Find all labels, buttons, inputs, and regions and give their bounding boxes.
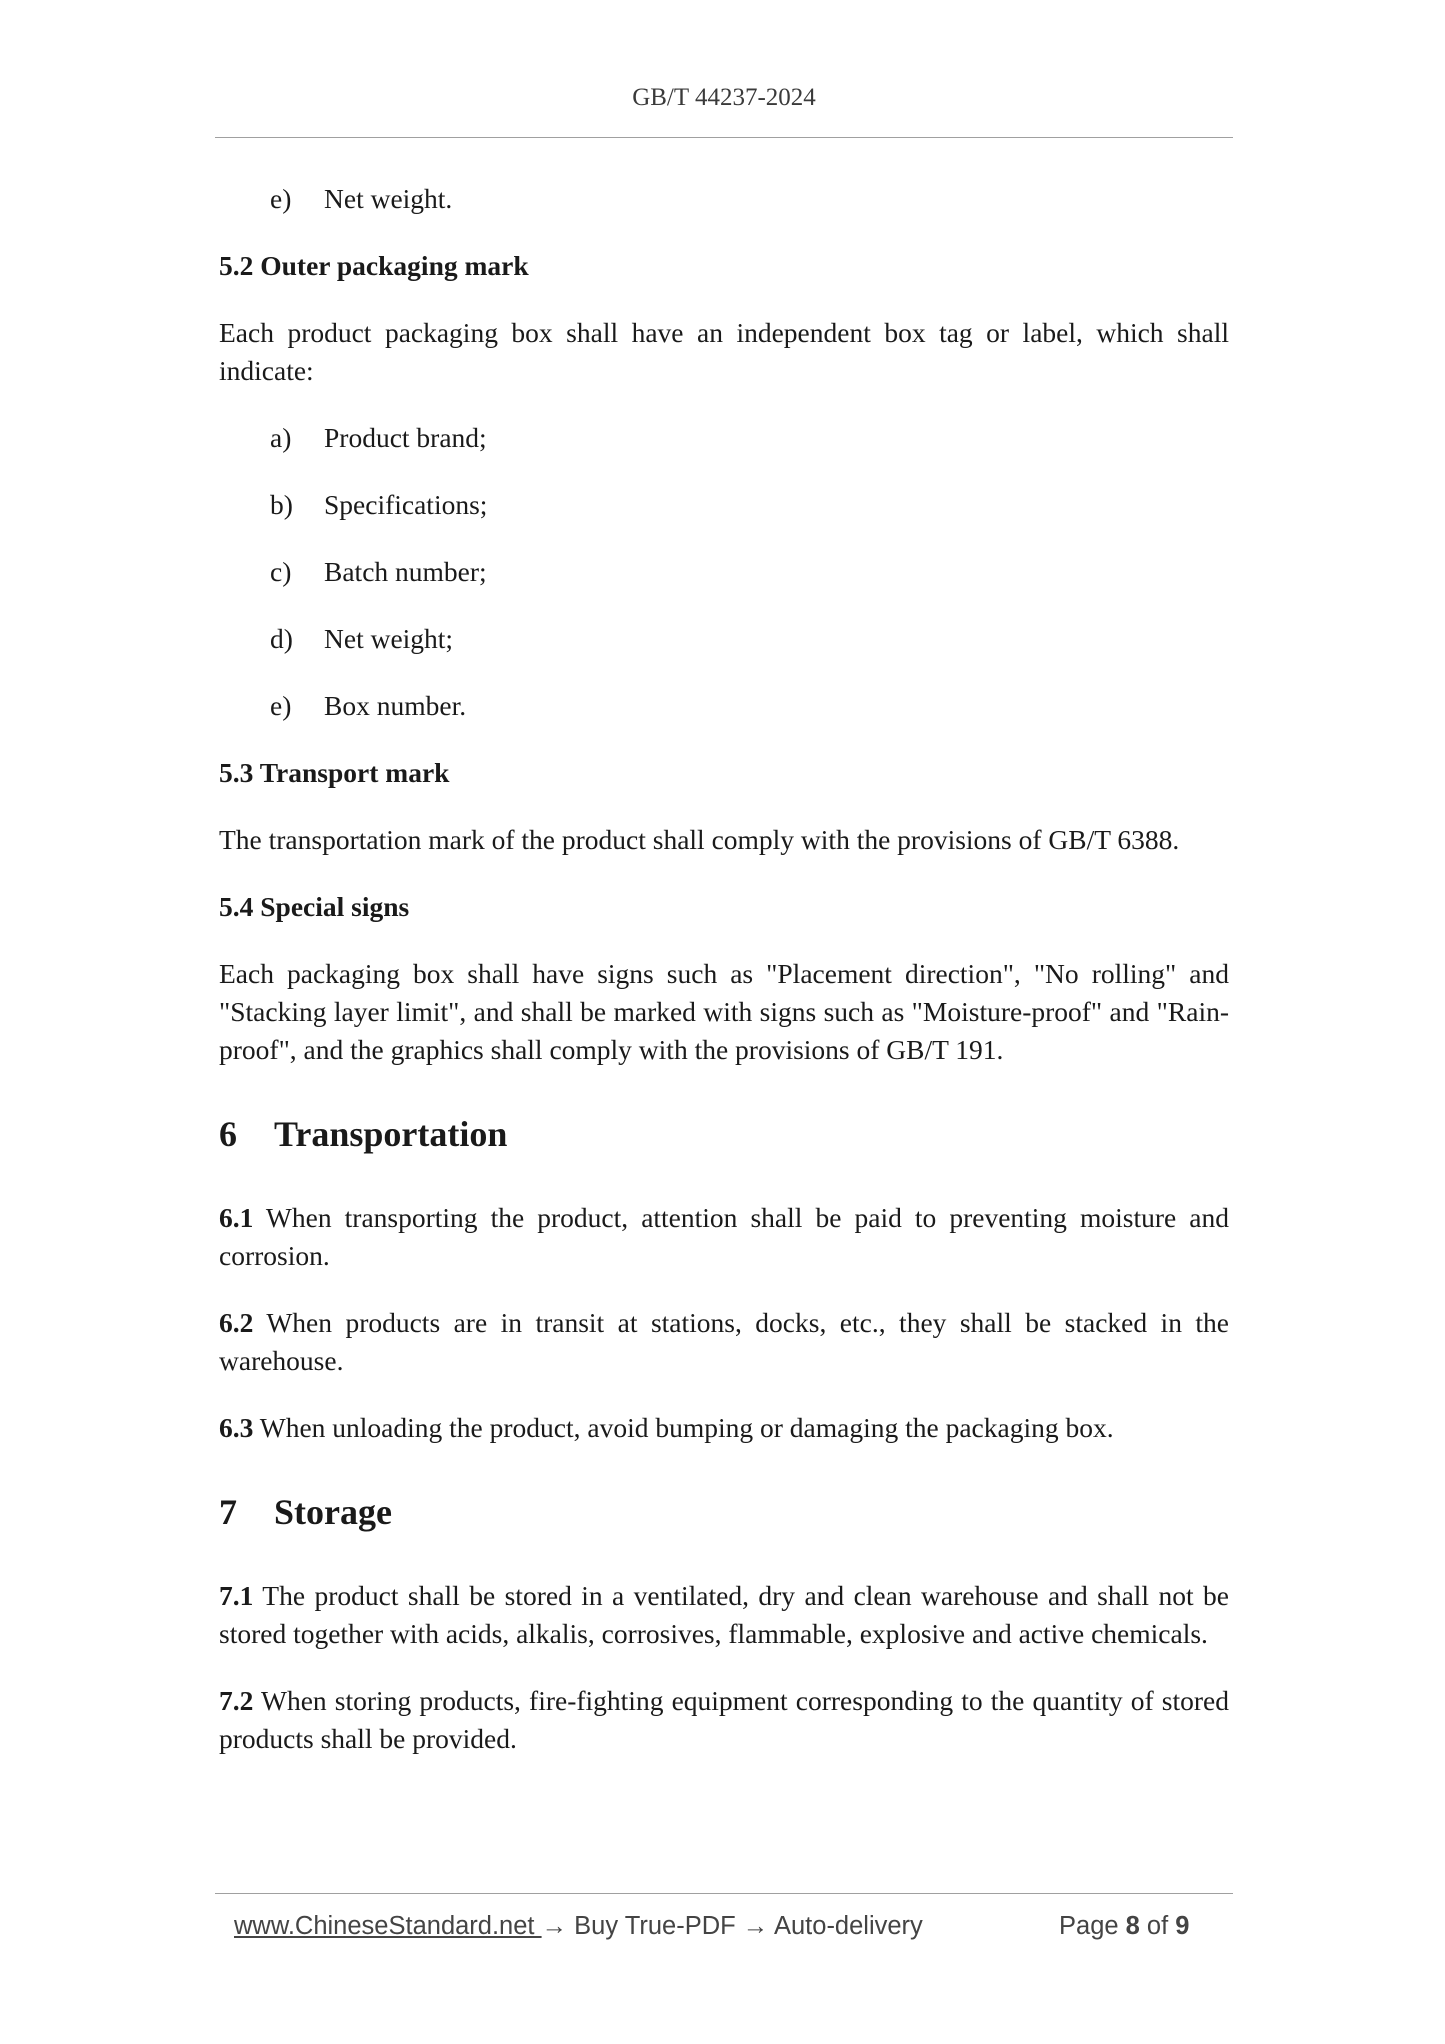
website-link[interactable]: www.ChineseStandard.net [234,1912,542,1940]
subsection-title-5-2: 5.2 Outer packaging mark [219,250,529,281]
section-number: 7 [219,1492,237,1532]
list-item-letter: a) [270,422,292,453]
page-body [219,180,1229,1758]
list-item [219,180,1229,218]
list-item-text: Product brand; [324,422,487,453]
clause-number: 7.1 [219,1580,254,1611]
clause-text: When unloading the product, avoid bumping or damaging the packaging box. [253,1412,1114,1443]
paragraph-5-4: Each packaging box shall have signs such as "Placement direction", "No rolling" and "Stacking layer limit", and shall be marked with signs such as "Moisture-proof" and "Rain-proof", and the graphics shall comply with the provisions of GB/T 191. [219,958,1229,1065]
document-header [215,84,1233,112]
list-item-letter: c) [270,556,292,587]
section-number: 6 [219,1114,237,1154]
list-item [219,687,1229,725]
footer-promo-text: → Buy True-PDF → Auto-delivery [541,1912,923,1940]
section-title: Storage [274,1492,392,1532]
list-item-text: Box number. [324,690,467,721]
section-heading-storage [219,1491,1229,1533]
list-item-letter: b) [270,489,293,520]
header-divider [215,137,1233,138]
clause-text: When transporting the product, attention shall be paid to preventing moisture and corrosion. [219,1202,1229,1271]
subsection-title-5-3: 5.3 Transport mark [219,757,450,788]
list-item [219,486,1229,524]
list-item-text: Specifications; [324,489,488,520]
clause-number: 6.2 [219,1307,254,1338]
list-item-letter: e) [270,690,292,721]
clause-number: 6.1 [219,1202,254,1233]
page-number: 8 [1125,1912,1140,1940]
clause-number: 7.2 [219,1685,254,1716]
paragraph-5-3: The transportation mark of the product shall comply with the provisions of GB/T 6388. [219,824,1180,855]
list-item-text: Batch number; [324,556,487,587]
list-item [219,553,1229,591]
list-item-text: Net weight; [324,623,454,654]
clause-text: When products are in transit at stations, docks, etc., they shall be stacked in the warehouse. [219,1307,1229,1376]
clause-6-1 [219,1199,1229,1275]
footer-promo [234,1912,923,1941]
clause-text: The product shall be stored in a ventilated, dry and clean warehouse and shall not be stored together with acids, alkalis, corrosives, flammable, explosive and active chemicals. [219,1580,1229,1649]
of-label: of [1139,1912,1176,1940]
list-item-letter: e) [270,183,292,214]
clause-6-3 [219,1409,1229,1447]
clause-7-1 [219,1577,1229,1653]
clause-7-2 [219,1682,1229,1758]
list-item [219,620,1229,658]
footer-divider [215,1893,1233,1894]
clause-6-2 [219,1304,1229,1380]
list-item-text: Net weight. [324,183,453,214]
subsection-title-5-4: 5.4 Special signs [219,891,410,922]
document-id: GB/T 44237-2024 [632,84,816,111]
page-total: 9 [1175,1912,1190,1940]
clause-number: 6.3 [219,1412,254,1443]
section-heading-transportation [219,1113,1229,1155]
list-item [219,419,1229,457]
paragraph-5-2-intro: Each product packaging box shall have an independent box tag or label, which shall indicate: [219,317,1229,386]
list-item-letter: d) [270,623,293,654]
clause-text: When storing products, fire-fighting equipment corresponding to the quantity of stored products shall be provided. [219,1685,1229,1754]
page-label: Page [1059,1912,1126,1940]
section-title: Transportation [274,1114,508,1154]
page-indicator [1059,1912,1189,1941]
